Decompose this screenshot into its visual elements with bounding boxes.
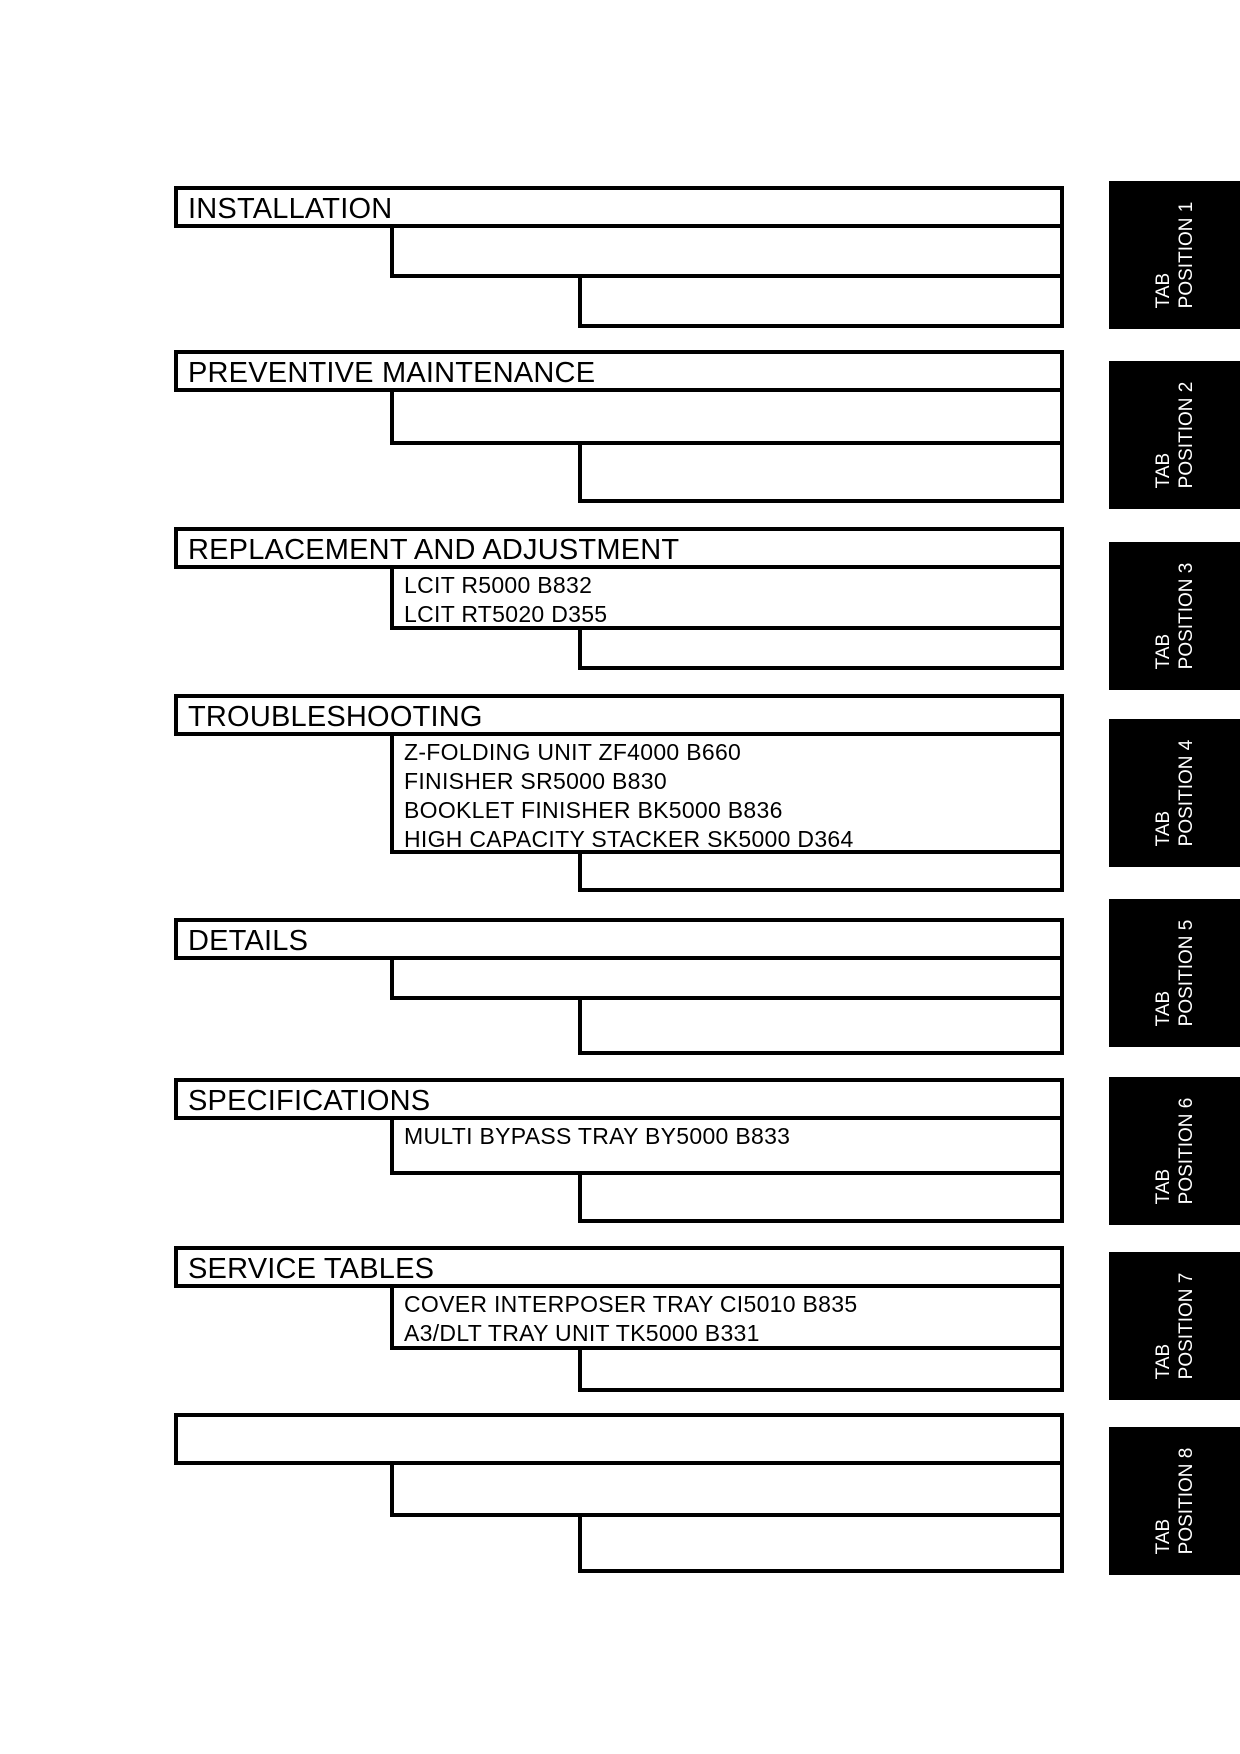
tab-label <box>1152 1273 1198 1380</box>
tab-label-line2: POSITION 1 <box>1175 201 1197 309</box>
section-blank-level2-box <box>390 1461 1064 1517</box>
tab-label-line1: TAB <box>1152 1168 1174 1205</box>
tab-position-7[interactable] <box>1109 1252 1240 1400</box>
section-troubleshooting-title-box <box>174 694 1064 736</box>
section-troubleshooting-level2-box <box>390 732 1064 854</box>
section-specifications-title-box <box>174 1078 1064 1120</box>
section-blank-title-box <box>174 1413 1064 1465</box>
list-item: Z-FOLDING UNIT ZF4000 B660 <box>404 739 742 765</box>
section-preventive-maintenance-title-box <box>174 350 1064 392</box>
tab-label-line2: POSITION 7 <box>1175 1272 1197 1380</box>
section-replacement-level3-box <box>578 626 1064 670</box>
list-item: BOOKLET FINISHER BK5000 B836 <box>404 797 783 823</box>
tab-label-line2: POSITION 2 <box>1175 381 1197 489</box>
section-troubleshooting-level3-box <box>578 850 1064 892</box>
section-replacement-and-adjustment <box>174 527 1064 670</box>
tab-label-line1: TAB <box>1152 1518 1174 1555</box>
tab-label-line1: TAB <box>1152 1343 1174 1380</box>
section-specifications-items <box>404 1122 790 1151</box>
list-item: COVER INTERPOSER TRAY CI5010 B835 <box>404 1291 858 1317</box>
section-service-tables-items <box>404 1290 857 1348</box>
section-preventive-maintenance-level2-box <box>390 388 1064 445</box>
section-service-tables-level3-box <box>578 1346 1064 1392</box>
section-service-tables-title-box <box>174 1246 1064 1288</box>
list-item: LCIT RT5020 D355 <box>404 601 608 627</box>
section-installation-title-box <box>174 186 1064 228</box>
tab-label <box>1152 202 1198 309</box>
tab-label <box>1152 740 1198 847</box>
section-replacement-level2-box <box>390 565 1064 630</box>
section-installation-level2-box <box>390 224 1064 278</box>
list-item: LCIT R5000 B832 <box>404 572 593 598</box>
section-service-tables-level2-box <box>390 1284 1064 1350</box>
section-blank <box>174 1413 1064 1573</box>
tab-label <box>1152 1098 1198 1205</box>
list-item: HIGH CAPACITY STACKER SK5000 D364 <box>404 826 854 852</box>
tab-label-line2: POSITION 4 <box>1175 739 1197 847</box>
tab-label-line2: POSITION 8 <box>1175 1447 1197 1555</box>
list-item: FINISHER SR5000 B830 <box>404 768 667 794</box>
section-title: INSTALLATION <box>188 193 393 225</box>
section-specifications-level3-box <box>578 1171 1064 1223</box>
section-installation <box>174 186 1064 328</box>
section-title: SPECIFICATIONS <box>188 1085 431 1117</box>
tab-label-line2: POSITION 6 <box>1175 1097 1197 1205</box>
tab-position-1[interactable] <box>1109 181 1240 329</box>
section-service-tables <box>174 1246 1064 1392</box>
tab-label-line1: TAB <box>1152 810 1174 847</box>
section-preventive-maintenance <box>174 350 1064 503</box>
section-details <box>174 918 1064 1055</box>
tab-label-line1: TAB <box>1152 990 1174 1027</box>
tab-label <box>1152 382 1198 489</box>
list-item: MULTI BYPASS TRAY BY5000 B833 <box>404 1123 791 1149</box>
tab-label-line1: TAB <box>1152 272 1174 309</box>
section-specifications <box>174 1078 1064 1223</box>
list-item: A3/DLT TRAY UNIT TK5000 B331 <box>404 1320 760 1346</box>
section-specifications-level2-box <box>390 1116 1064 1175</box>
section-replacement-title-box <box>174 527 1064 569</box>
section-details-level2-box <box>390 956 1064 1000</box>
section-details-level3-box <box>578 996 1064 1055</box>
section-title: SERVICE TABLES <box>188 1253 435 1285</box>
section-title: REPLACEMENT AND ADJUSTMENT <box>188 534 680 566</box>
tab-label <box>1152 563 1198 670</box>
tab-label-line2: POSITION 5 <box>1175 919 1197 1027</box>
section-title: TROUBLESHOOTING <box>188 701 483 733</box>
tab-label-line1: TAB <box>1152 633 1174 670</box>
section-troubleshooting <box>174 694 1064 892</box>
tab-label-line2: POSITION 3 <box>1175 562 1197 670</box>
tab-position-5[interactable] <box>1109 899 1240 1047</box>
tab-position-4[interactable] <box>1109 719 1240 867</box>
section-preventive-maintenance-level3-box <box>578 441 1064 503</box>
tab-label-line1: TAB <box>1152 452 1174 489</box>
tab-label <box>1152 920 1198 1027</box>
section-troubleshooting-items <box>404 738 854 854</box>
section-title: PREVENTIVE MAINTENANCE <box>188 357 596 389</box>
tab-label <box>1152 1448 1198 1555</box>
section-blank-level3-box <box>578 1513 1064 1573</box>
tab-position-3[interactable] <box>1109 542 1240 690</box>
tab-position-6[interactable] <box>1109 1077 1240 1225</box>
section-title: DETAILS <box>188 925 309 957</box>
section-installation-level3-box <box>578 274 1064 328</box>
tab-position-8[interactable] <box>1109 1427 1240 1575</box>
section-replacement-items <box>404 571 607 629</box>
tab-position-2[interactable] <box>1109 361 1240 509</box>
section-details-title-box <box>174 918 1064 960</box>
